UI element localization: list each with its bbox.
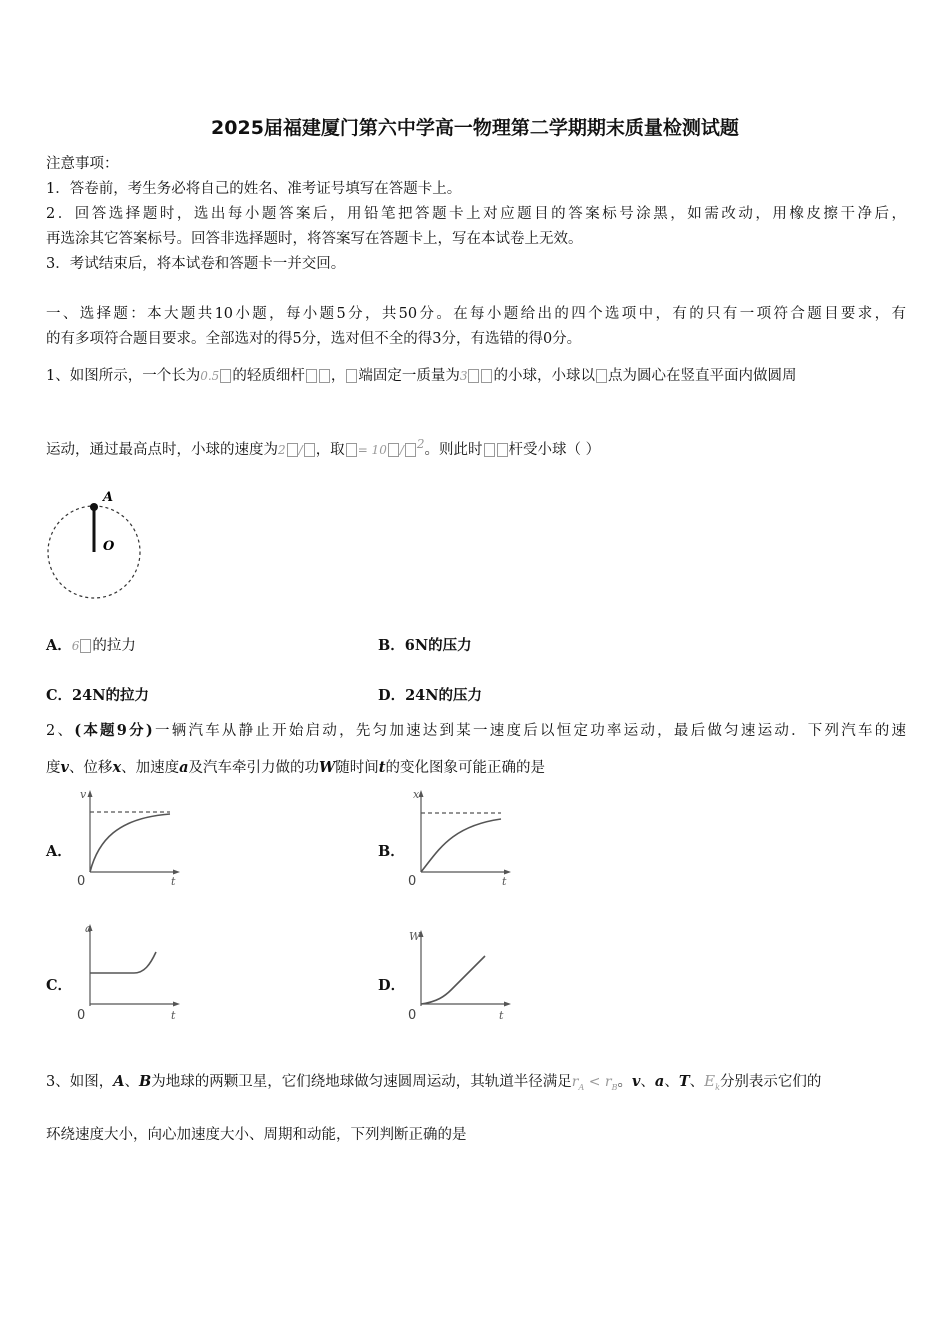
placeholder-glyph	[468, 369, 479, 383]
q1-line-2: 运动，通过最高点时，小球的速度为2 / ，取 = 10 / $^2$。则此时 杆受小球（ ）	[46, 437, 601, 458]
q1-circle-figure	[46, 488, 146, 603]
svg-text:t: t	[171, 1009, 176, 1022]
curve	[421, 956, 485, 1004]
formula-radius: $r_A < r_B$	[571, 1074, 618, 1092]
svg-text:t: t	[499, 1009, 504, 1022]
notice-item-1: 1．答卷前，考生务必将自己的姓名、准考证号填写在答题卡上。	[46, 181, 462, 197]
notice-item-2a: 2．回答选择题时，选出每小题答案后，用铅笔把答题卡上对应题目的答案标号涂黑，如需改动，用橡皮擦干净后，	[46, 206, 906, 222]
q1-option-d[interactable]: D．24N的压力	[378, 687, 483, 704]
formula-length: 0.5	[200, 369, 220, 383]
placeholder-glyph	[304, 443, 315, 457]
label-a: A	[103, 490, 114, 505]
placeholder-glyph	[346, 369, 357, 383]
svg-text:W: W	[409, 930, 421, 943]
ball	[90, 503, 98, 511]
formula-gravity: = 10	[357, 442, 387, 457]
page-title: 2025届福建厦门第六中学高一物理第二学期期末质量检测试题	[211, 117, 739, 139]
svg-text:0: 0	[77, 1008, 86, 1023]
placeholder-glyph	[596, 369, 607, 383]
q2-option-d[interactable]: D．	[378, 977, 406, 994]
graph-a-t	[72, 920, 192, 1026]
formula-speed: 2	[278, 442, 286, 457]
curve	[90, 814, 170, 872]
q1-option-b[interactable]: B．6N的压力	[378, 637, 472, 654]
formula-mass: 3	[459, 369, 468, 383]
placeholder-glyph	[481, 369, 492, 383]
svg-text:a: a	[85, 922, 92, 935]
graph-w-t	[403, 920, 523, 1026]
placeholder-glyph	[319, 369, 330, 383]
q3-line-1: 3、如图，A、B为地球的两颗卫星，它们绕地球做匀速圆周运动，其轨道半径满足$r_A < r_B$。v、a、T、$E_k$分别表示它们的	[46, 1072, 822, 1092]
svg-text:x: x	[413, 788, 420, 801]
q3-line-2: 环绕速度大小，向心加速度大小、周期和动能，下列判断正确的是	[46, 1127, 467, 1143]
notice-item-2b: 再选涂其它答案标号。回答非选择题时，将答案写在答题卡上，写在本试卷上无效。	[46, 231, 583, 247]
q2-option-c[interactable]: C．	[46, 977, 73, 994]
section-intro-2: 的有多项符合题目要求。全部选对的得5分，选对但不全的得3分，有选错的得0分。	[46, 331, 582, 347]
placeholder-glyph	[306, 369, 317, 383]
placeholder-glyph	[388, 443, 399, 457]
svg-text:0: 0	[77, 874, 86, 889]
placeholder-glyph	[484, 443, 495, 457]
graph-x-t	[403, 786, 523, 892]
label-o: O	[103, 539, 115, 554]
placeholder-glyph	[346, 443, 357, 457]
curve	[90, 952, 156, 973]
curve	[421, 819, 501, 872]
placeholder-glyph	[405, 443, 416, 457]
placeholder-glyph	[220, 369, 231, 383]
q1-option-a[interactable]: A．6 的拉力	[46, 637, 136, 654]
placeholder-glyph	[80, 639, 91, 653]
q1-option-c[interactable]: C．24N的拉力	[46, 687, 149, 704]
svg-text:t: t	[502, 875, 507, 888]
placeholder-glyph	[497, 443, 508, 457]
formula-kinetic-energy: $E_k$	[704, 1072, 720, 1092]
notice-item-3: 3．考试结束后，将本试卷和答题卡一并交回。	[46, 256, 346, 272]
svg-text:v: v	[80, 788, 87, 801]
q2-line-1: 2、(本题9分)一辆汽车从静止开始启动，先匀加速达到某一速度后以恒定功率运动，最后做匀速运动．下列汽车的速	[46, 722, 907, 739]
graph-v-t	[72, 786, 192, 892]
placeholder-glyph	[287, 443, 298, 457]
q1-line-1: 1、如图所示，一个长为0.5 的轻质细杆 ， 端固定一质量为3 的小球，小球以 点为圆心在竖直平面内做圆周	[46, 368, 797, 384]
q2-option-b[interactable]: B．	[378, 843, 405, 860]
notice-heading: 注意事项：	[46, 156, 119, 172]
svg-text:0: 0	[408, 874, 417, 889]
svg-text:0: 0	[408, 1008, 417, 1023]
q2-option-a[interactable]: A．	[46, 843, 72, 860]
svg-text:t: t	[171, 875, 176, 888]
section-intro-1: 一、选择题：本大题共10小题，每小题5分，共50分。在每小题给出的四个选项中，有的只有一项符合题目要求，有	[46, 306, 906, 322]
q2-line-2: 度v、位移x、加速度a及汽车牵引力做的功W随时间t的变化图象可能正确的是	[46, 759, 545, 776]
